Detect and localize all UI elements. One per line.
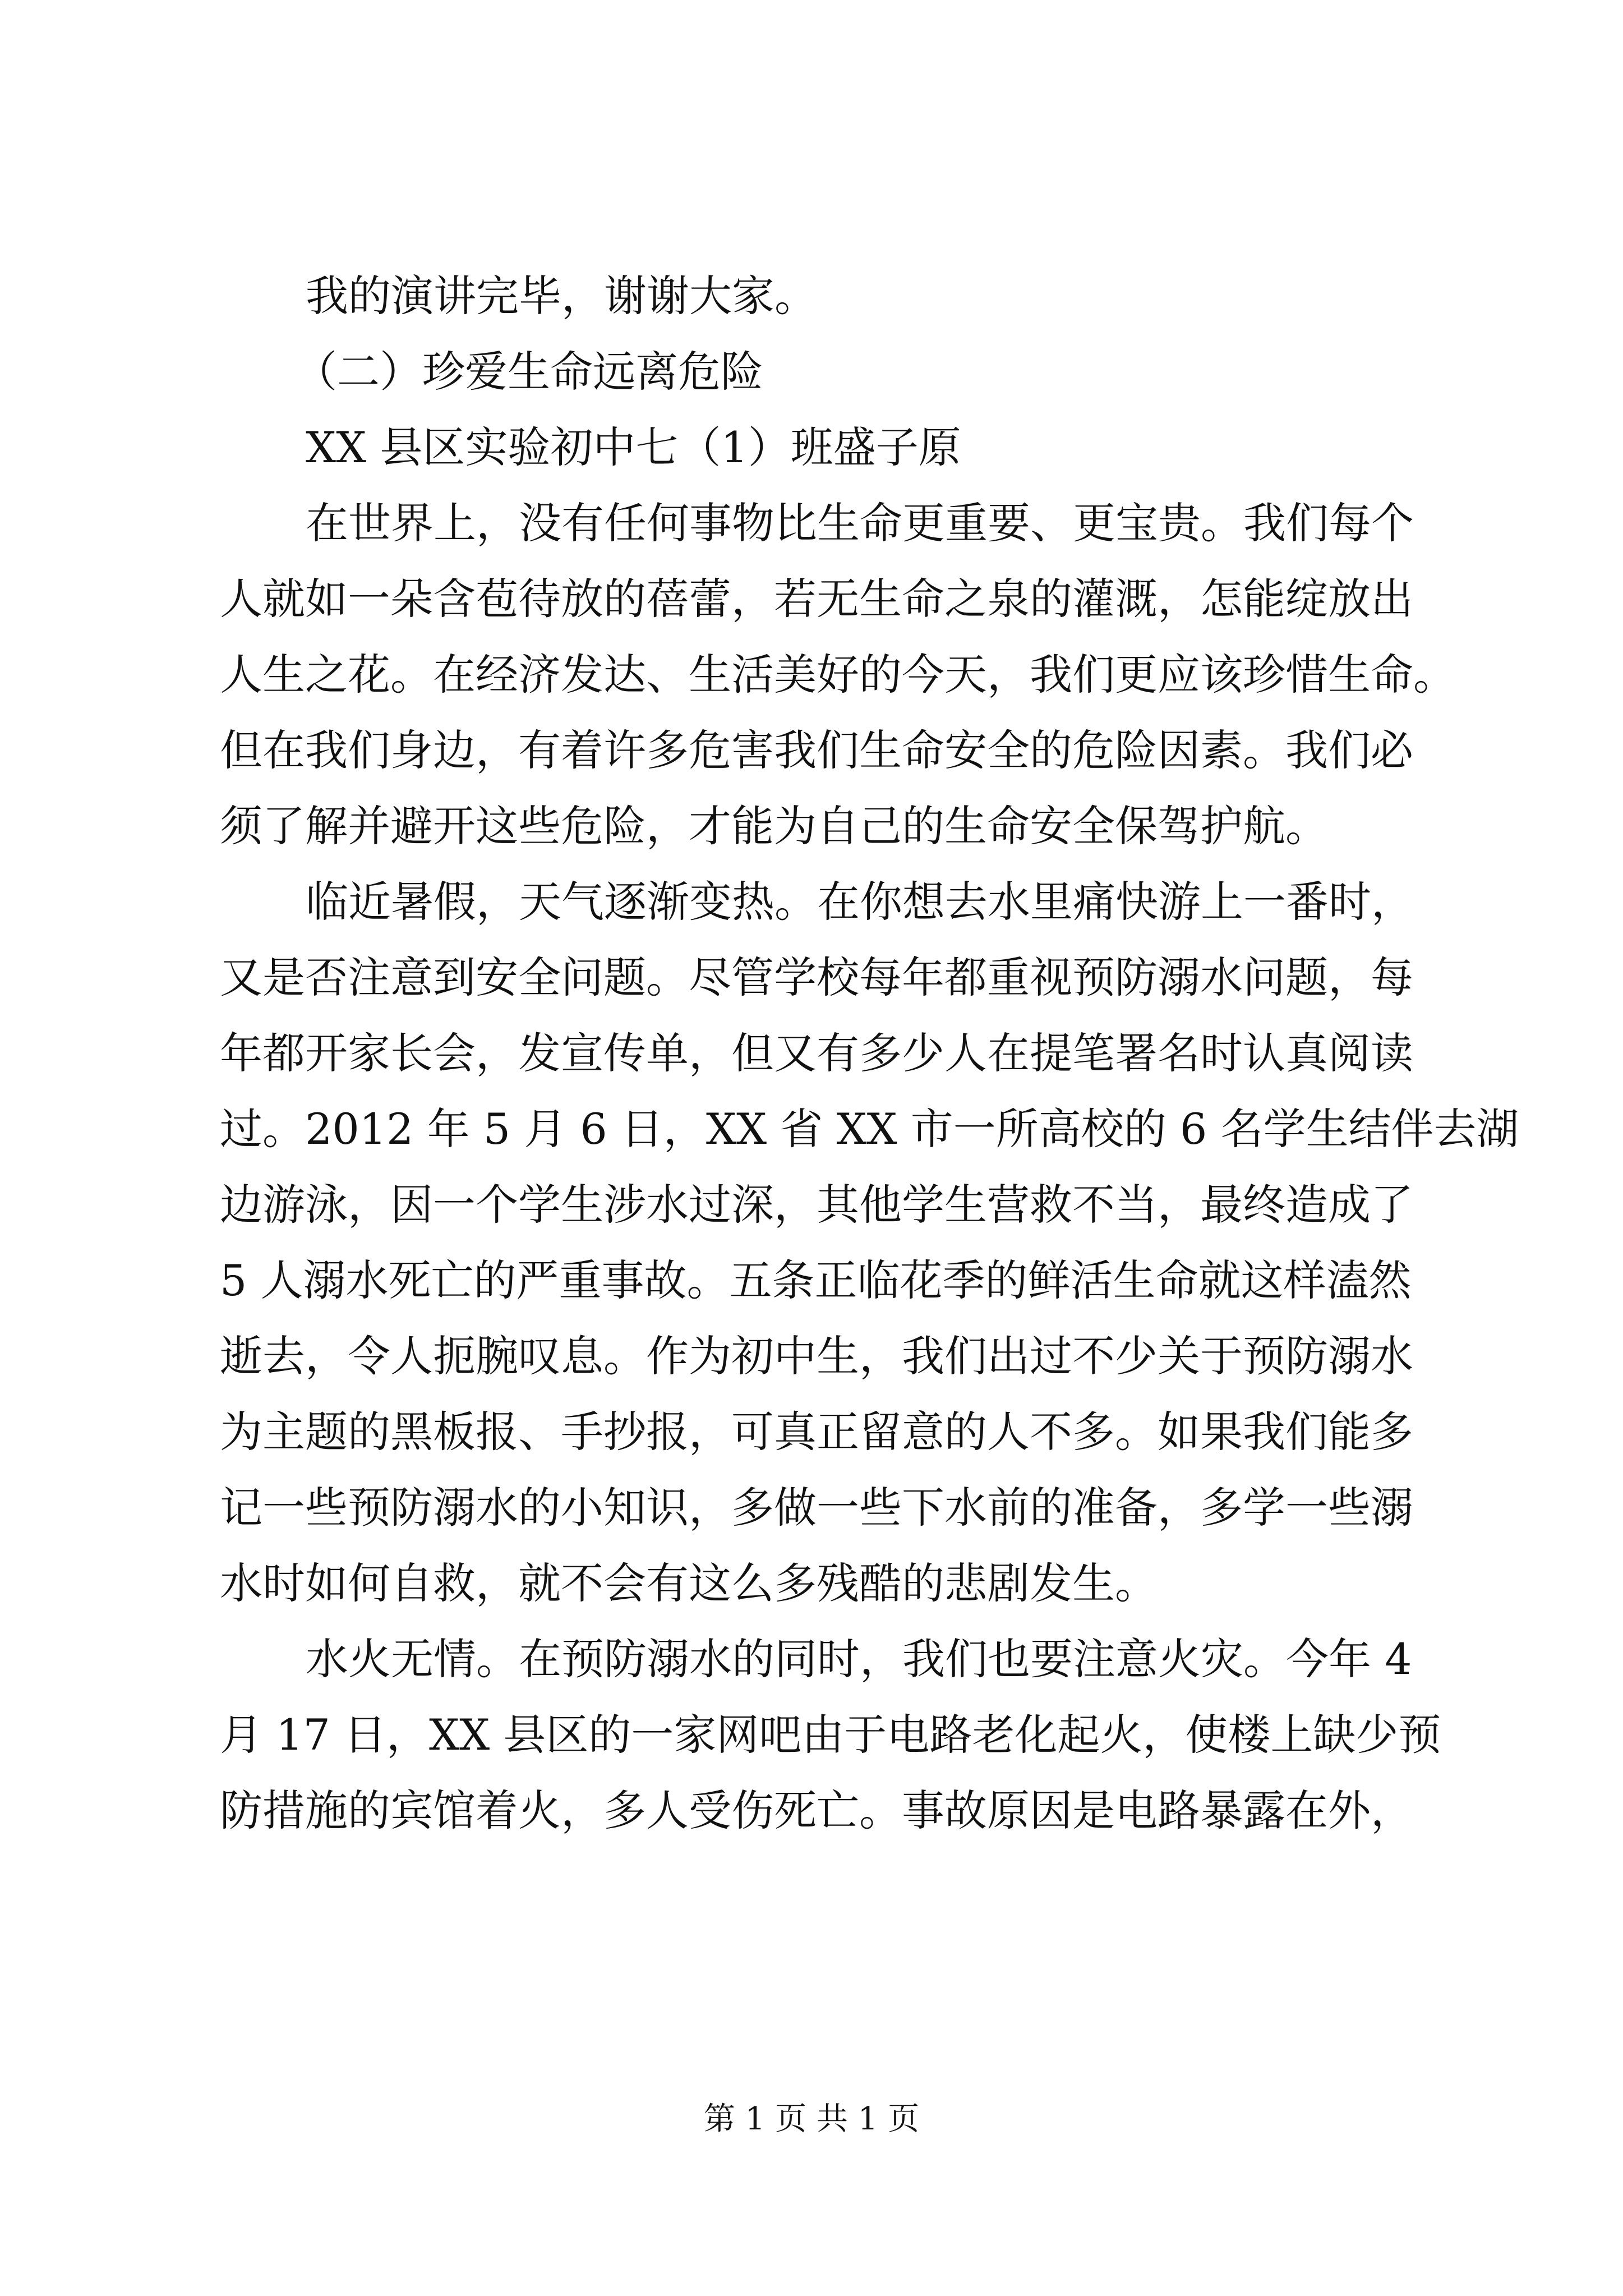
text-line: 5 人溺水死亡的严重事故。五条正临花季的鲜活生命就这样溘然	[220, 1255, 1412, 1305]
text-line: 逝去，令人扼腕叹息。作为初中生，我们出过不少关于预防溺水	[220, 1331, 1413, 1381]
text-line: 过。2012 年 5 月 6 日，XX 省 XX 市一所高校的 6 名学生结伴去湖	[220, 1104, 1519, 1154]
text-line: 防措施的宾馆着火，多人受伤死亡。事故原因是电路暴露在外，	[220, 1786, 1413, 1835]
text-line: 水火无情。在预防溺水的同时，我们也要注意火灾。今年 4	[306, 1634, 1412, 1684]
text-line: 边游泳，因一个学生涉水过深，其他学生营救不当，最终造成了	[220, 1180, 1413, 1230]
text-line: 我的演讲完毕，谢谢大家。	[306, 271, 817, 321]
text-line: 临近暑假，天气逐渐变热。在你想去水里痛快游上一番时，	[306, 877, 1414, 927]
author-line: XX 县区实验初中七（1）班盛子原	[306, 422, 961, 472]
text-line: 年都开家长会，发宣传单，但又有多少人在提笔署名时认真阅读	[220, 1028, 1413, 1078]
text-line: 为主题的黑板报、手抄报，可真正留意的人不多。如果我们能多	[220, 1407, 1413, 1457]
text-line: 人生之花。在经济发达、生活美好的今天，我们更应该珍惜生命。	[220, 650, 1456, 700]
text-line: 水时如何自救，就不会有这么多残酷的悲剧发生。	[220, 1558, 1158, 1608]
text-line: 但在我们身边，有着许多危害我们生命安全的危险因素。我们必	[220, 725, 1413, 775]
text-line: 又是否注意到安全问题。尽管学校每年都重视预防溺水问题，每	[220, 953, 1413, 1002]
text-line: 在世界上，没有任何事物比生命更重要、更宝贵。我们每个	[306, 498, 1414, 548]
section-heading: （二）珍爱生命远离危险	[294, 347, 763, 397]
text-line: 记一些预防溺水的小知识，多做一些下水前的准备，多学一些溺	[220, 1483, 1413, 1533]
text-line: 人就如一朵含苞待放的蓓蕾，若无生命之泉的灌溉，怎能绽放出	[220, 574, 1413, 624]
text-line: 须了解并避开这些危险，才能为自己的生命安全保驾护航。	[220, 801, 1328, 851]
page-footer: 第 1 页 共 1 页	[703, 2101, 920, 2137]
text-line: 月 17 日，XX 县区的一家网吧由于电路老化起火，使楼上缺少预	[220, 1710, 1441, 1760]
